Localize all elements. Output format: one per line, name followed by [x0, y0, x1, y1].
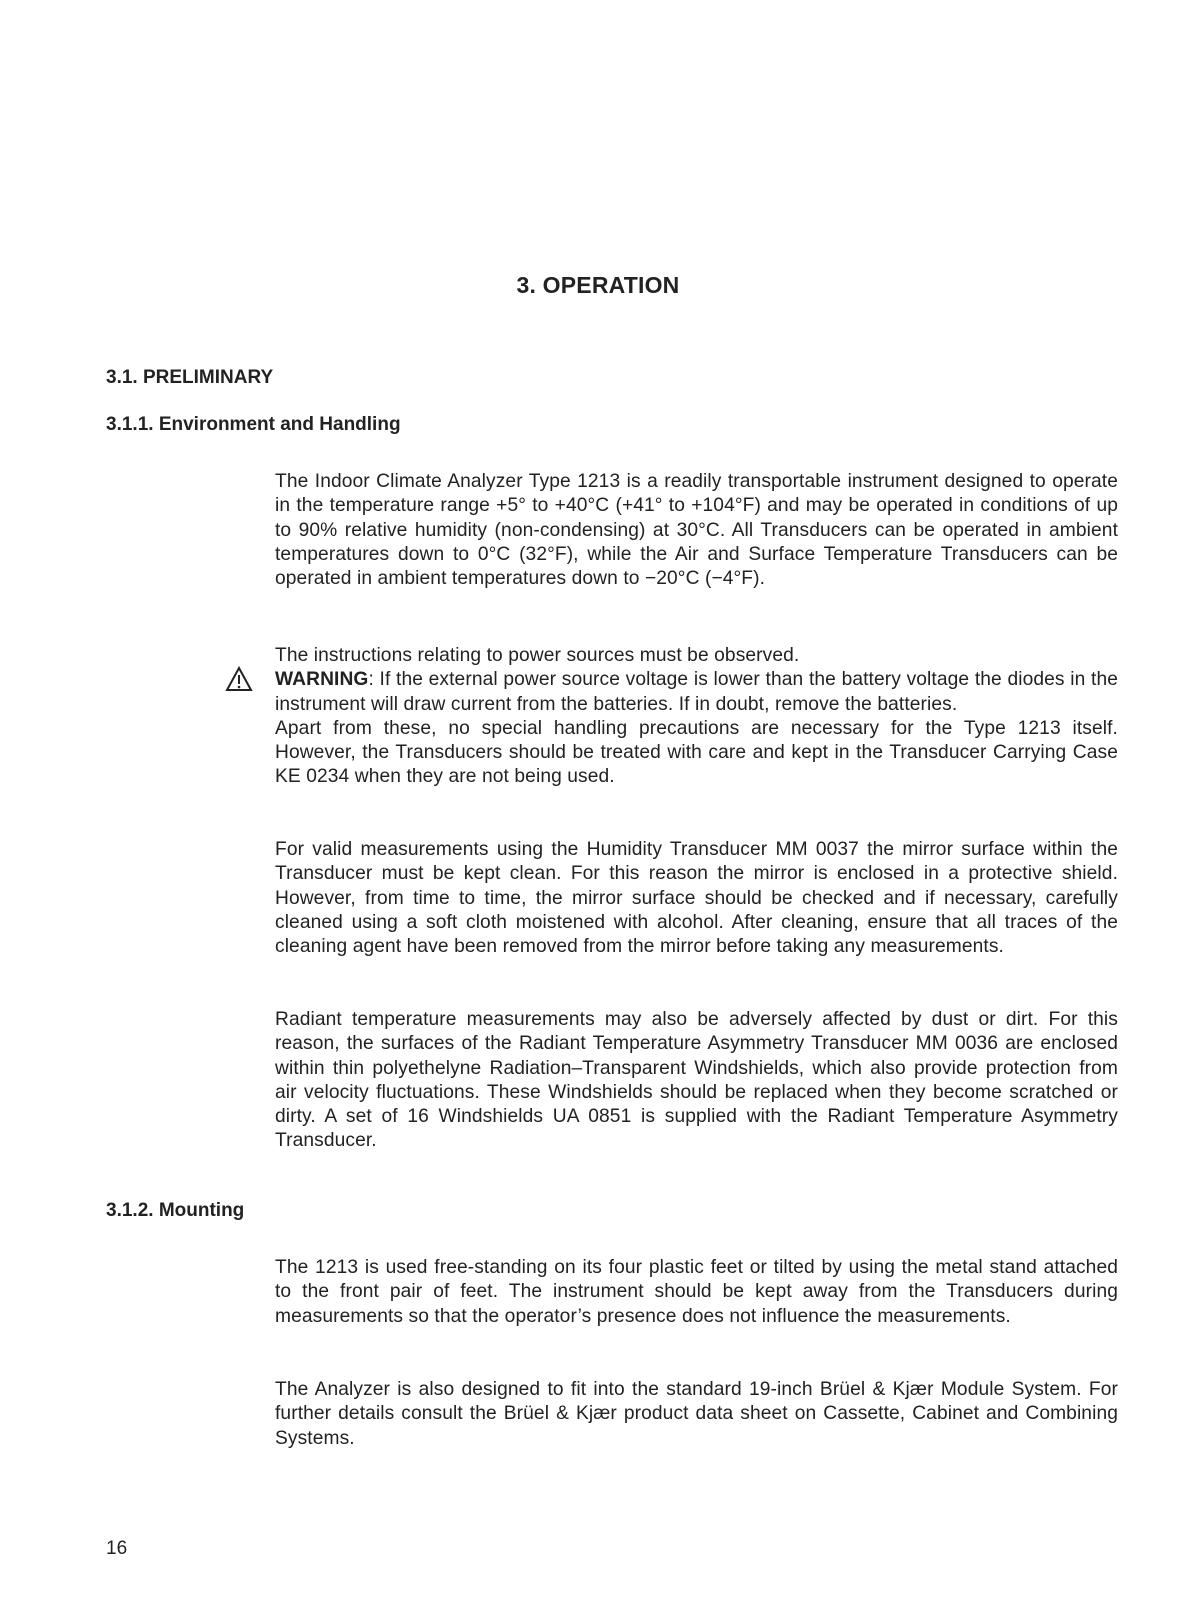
- paragraph-handling: Apart from these, no special handling precautions are necessary for the Type 1213 itself. However, the Transducers should be treated with care and kept in the Transducer Carrying Case KE 0234 when they are not being used.: [275, 717, 1118, 788]
- warning-label: WARNING: [275, 669, 369, 691]
- paragraph-humidity-transducer: For valid measurements using the Humidity Transducer MM 0037 the mirror surface within the Transducer must be kept clean. For this reason the mirror is enclosed in a protective shield. However, from time to time, the mirror surface should be checked and if necessary, carefully cleaned using a soft cloth moistened with alcohol. After cleaning, ensure that all traces of the cleaning agent have been removed from the mirror before taking any measurements.: [275, 839, 1118, 958]
- page-number: 16: [106, 1538, 128, 1559]
- paragraph-mounting: The 1213 is used free-standing on its four plastic feet or tilted by using the metal stand attached to the front pair of feet. The instrument should be kept away from the Transducers during measurements so that the operator’s presence does not influence the measurements.: [275, 1257, 1118, 1327]
- paragraph-environment-intro: The Indoor Climate Analyzer Type 1213 is a readily transportable instrument designed to operate in the temperature range +5° to +40°C (+41° to +104°F) and may be operated in conditions of up to 90% relative humidity (non-condensing) at 30°C. All Transducers can be operated in ambient temperatures down to 0°C (32°F), while the Air and Surface Temperature Transducers can be operated in ambient temperatures down to −20°C (−4°F).: [275, 471, 1118, 590]
- warning-triangle-icon: [225, 666, 253, 692]
- section-heading-preliminary: 3.1. PRELIMINARY: [106, 367, 274, 388]
- warning-block: [275, 644, 1118, 790]
- section-heading-mounting: 3.1.2. Mounting: [106, 1200, 245, 1221]
- section-heading-environment: 3.1.1. Environment and Handling: [106, 414, 401, 435]
- paragraph-module-system: The Analyzer is also designed to fit into the standard 19-inch Brüel & Kjær Module System. For further details consult the Brüel & Kjær product data sheet on Cassette, Cabinet and Combining Systems.: [275, 1379, 1118, 1449]
- warning-paragraph: [275, 668, 1118, 717]
- warning-text: : If the external power source voltage is lower than the battery voltage the diodes in the instrument will draw current from the batteries. If in doubt, remove the batteries.: [275, 669, 1118, 715]
- paragraph-power-sources: The instructions relating to power sources must be observed.: [275, 645, 800, 666]
- paragraph-radiant-temperature: Radiant temperature measurements may also be adversely affected by dust or dirt. For this reason, the surfaces of the Radiant Temperature Asymmetry Transducer MM 0036 are enclosed within thin polyethelyne Radiation–Transparent Windshields, which also provide protection from air velocity fluctuations. These Windshields should be replaced when they become scratched or dirty. A set of 16 Windshields UA 0851 is supplied with the Radiant Temperature Asymmetry Transducer.: [275, 1009, 1118, 1152]
- chapter-title: 3. OPERATION: [516, 272, 680, 298]
